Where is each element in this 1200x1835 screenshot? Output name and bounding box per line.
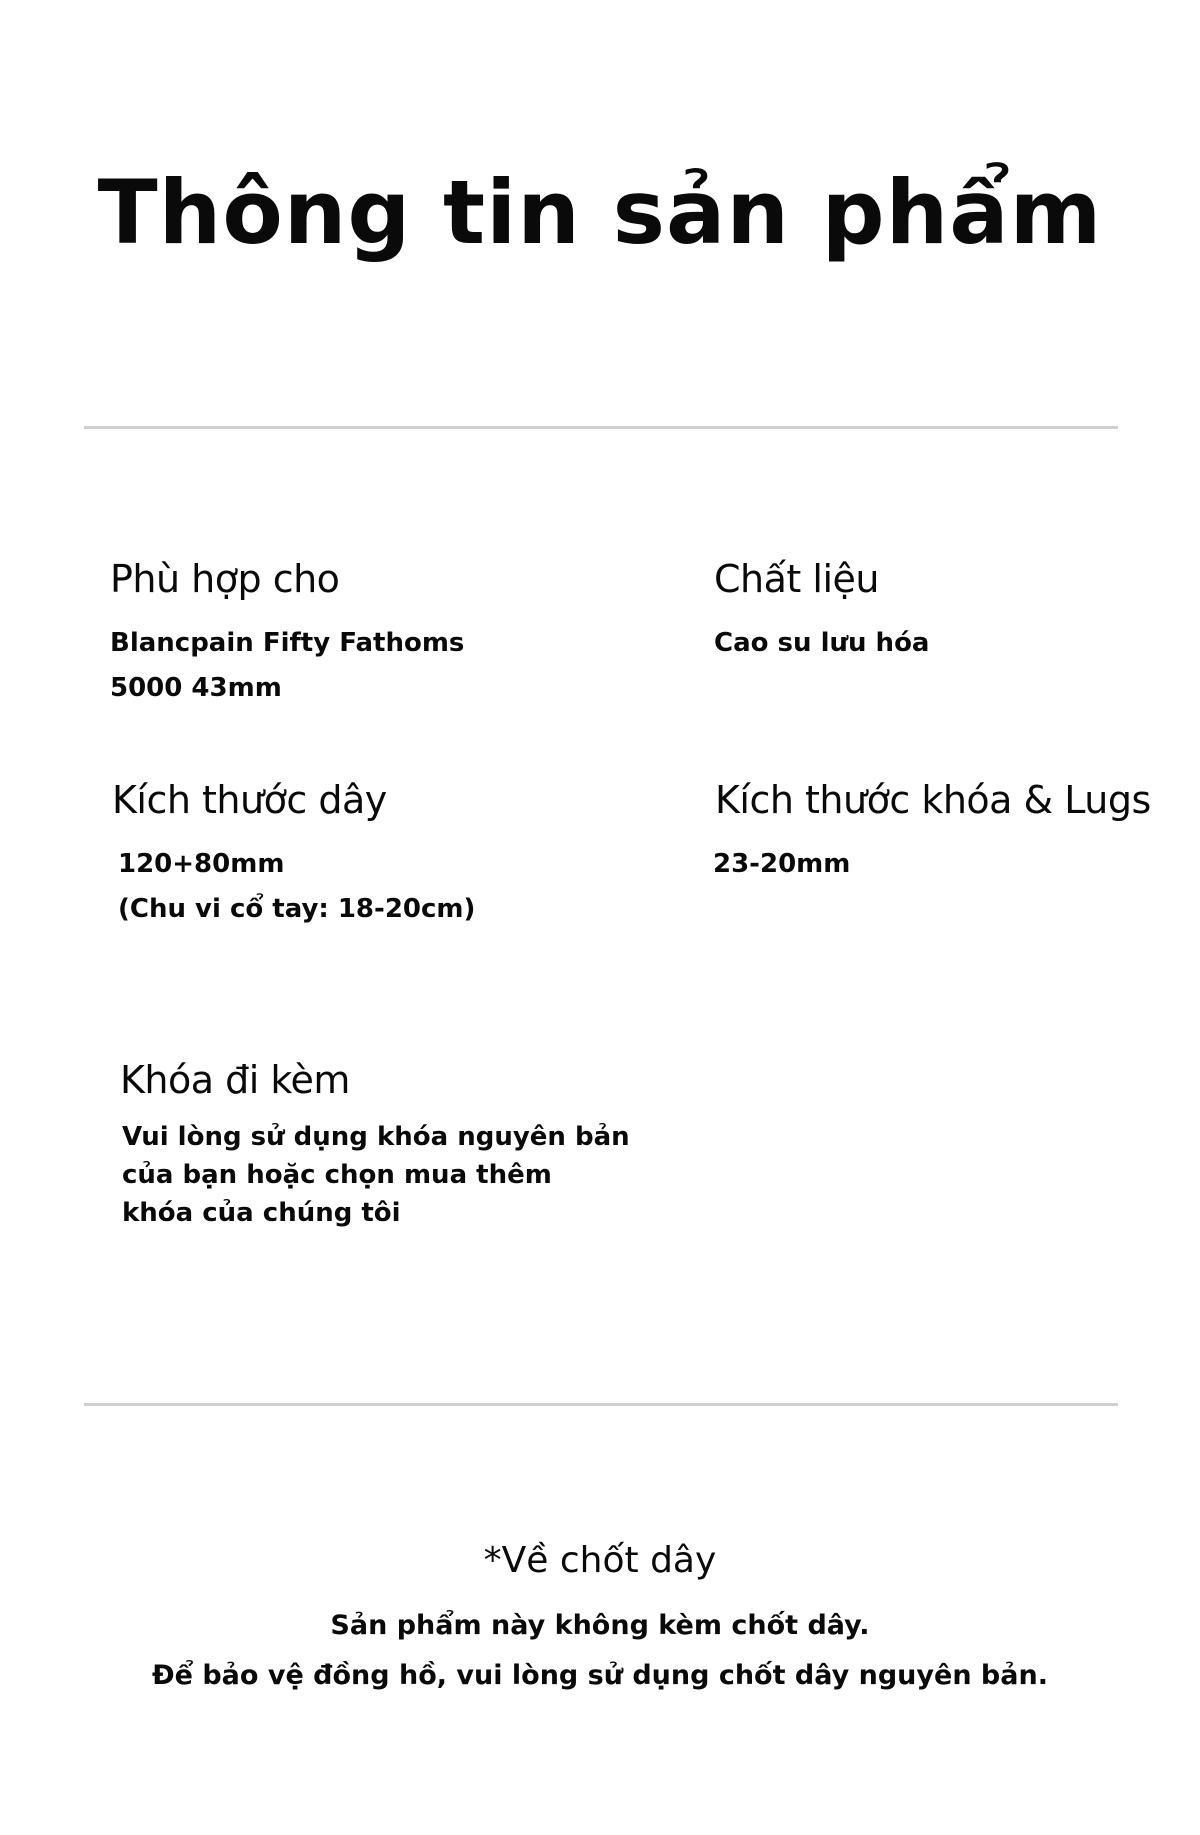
note-heading: *Về chốt dây (483, 1540, 717, 1581)
spec-buckle-lug-size-value-line: 23-20mm (713, 849, 851, 879)
spec-strap-size-value-line: 120+80mm (118, 849, 285, 879)
spec-material-value-line: Cao su lưu hóa (714, 628, 930, 658)
spec-strap-size-value (112, 842, 475, 932)
spec-material-value (714, 621, 929, 666)
spec-included-buckle-value-line: của bạn hoặc chọn mua thêm (122, 1160, 552, 1190)
spec-strap-size (112, 776, 475, 932)
spec-included-buckle-label: Khóa đi kèm (120, 1058, 350, 1102)
spec-buckle-lug-size-label: Kích thước khóa & Lugs (715, 778, 1151, 822)
note-line: Để bảo vệ đồng hồ, vui lòng sử dụng chốt dây nguyên bản. (152, 1660, 1048, 1691)
spec-material-label: Chất liệu (714, 557, 879, 601)
spec-compatibility-value-line: 5000 43mm (110, 673, 282, 703)
spec-compatibility-value (110, 621, 464, 711)
spec-strap-size-value-line: (Chu vi cổ tay: 18-20cm) (118, 894, 476, 924)
note-line: Sản phẩm này không kèm chốt dây. (330, 1610, 870, 1641)
spec-included-buckle-value (120, 1118, 630, 1232)
spec-included-buckle (120, 1056, 630, 1232)
spec-included-buckle-value-line: khóa của chúng tôi (122, 1198, 401, 1228)
spec-strap-size-label: Kích thước dây (112, 778, 387, 822)
page-title: Thông tin sản phẩm (97, 161, 1103, 264)
spec-included-buckle-value-line: Vui lòng sử dụng khóa nguyên bản (122, 1122, 630, 1152)
bottom-divider (84, 1403, 1118, 1406)
spec-material (714, 555, 929, 666)
spec-compatibility-value-line: Blancpain Fifty Fathoms (110, 628, 465, 658)
top-divider (84, 426, 1118, 429)
spec-compatibility (110, 555, 464, 711)
spec-compatibility-label: Phù hợp cho (110, 557, 340, 601)
spec-buckle-lug-size-value (713, 842, 1151, 887)
spec-buckle-lug-size (715, 776, 1151, 887)
